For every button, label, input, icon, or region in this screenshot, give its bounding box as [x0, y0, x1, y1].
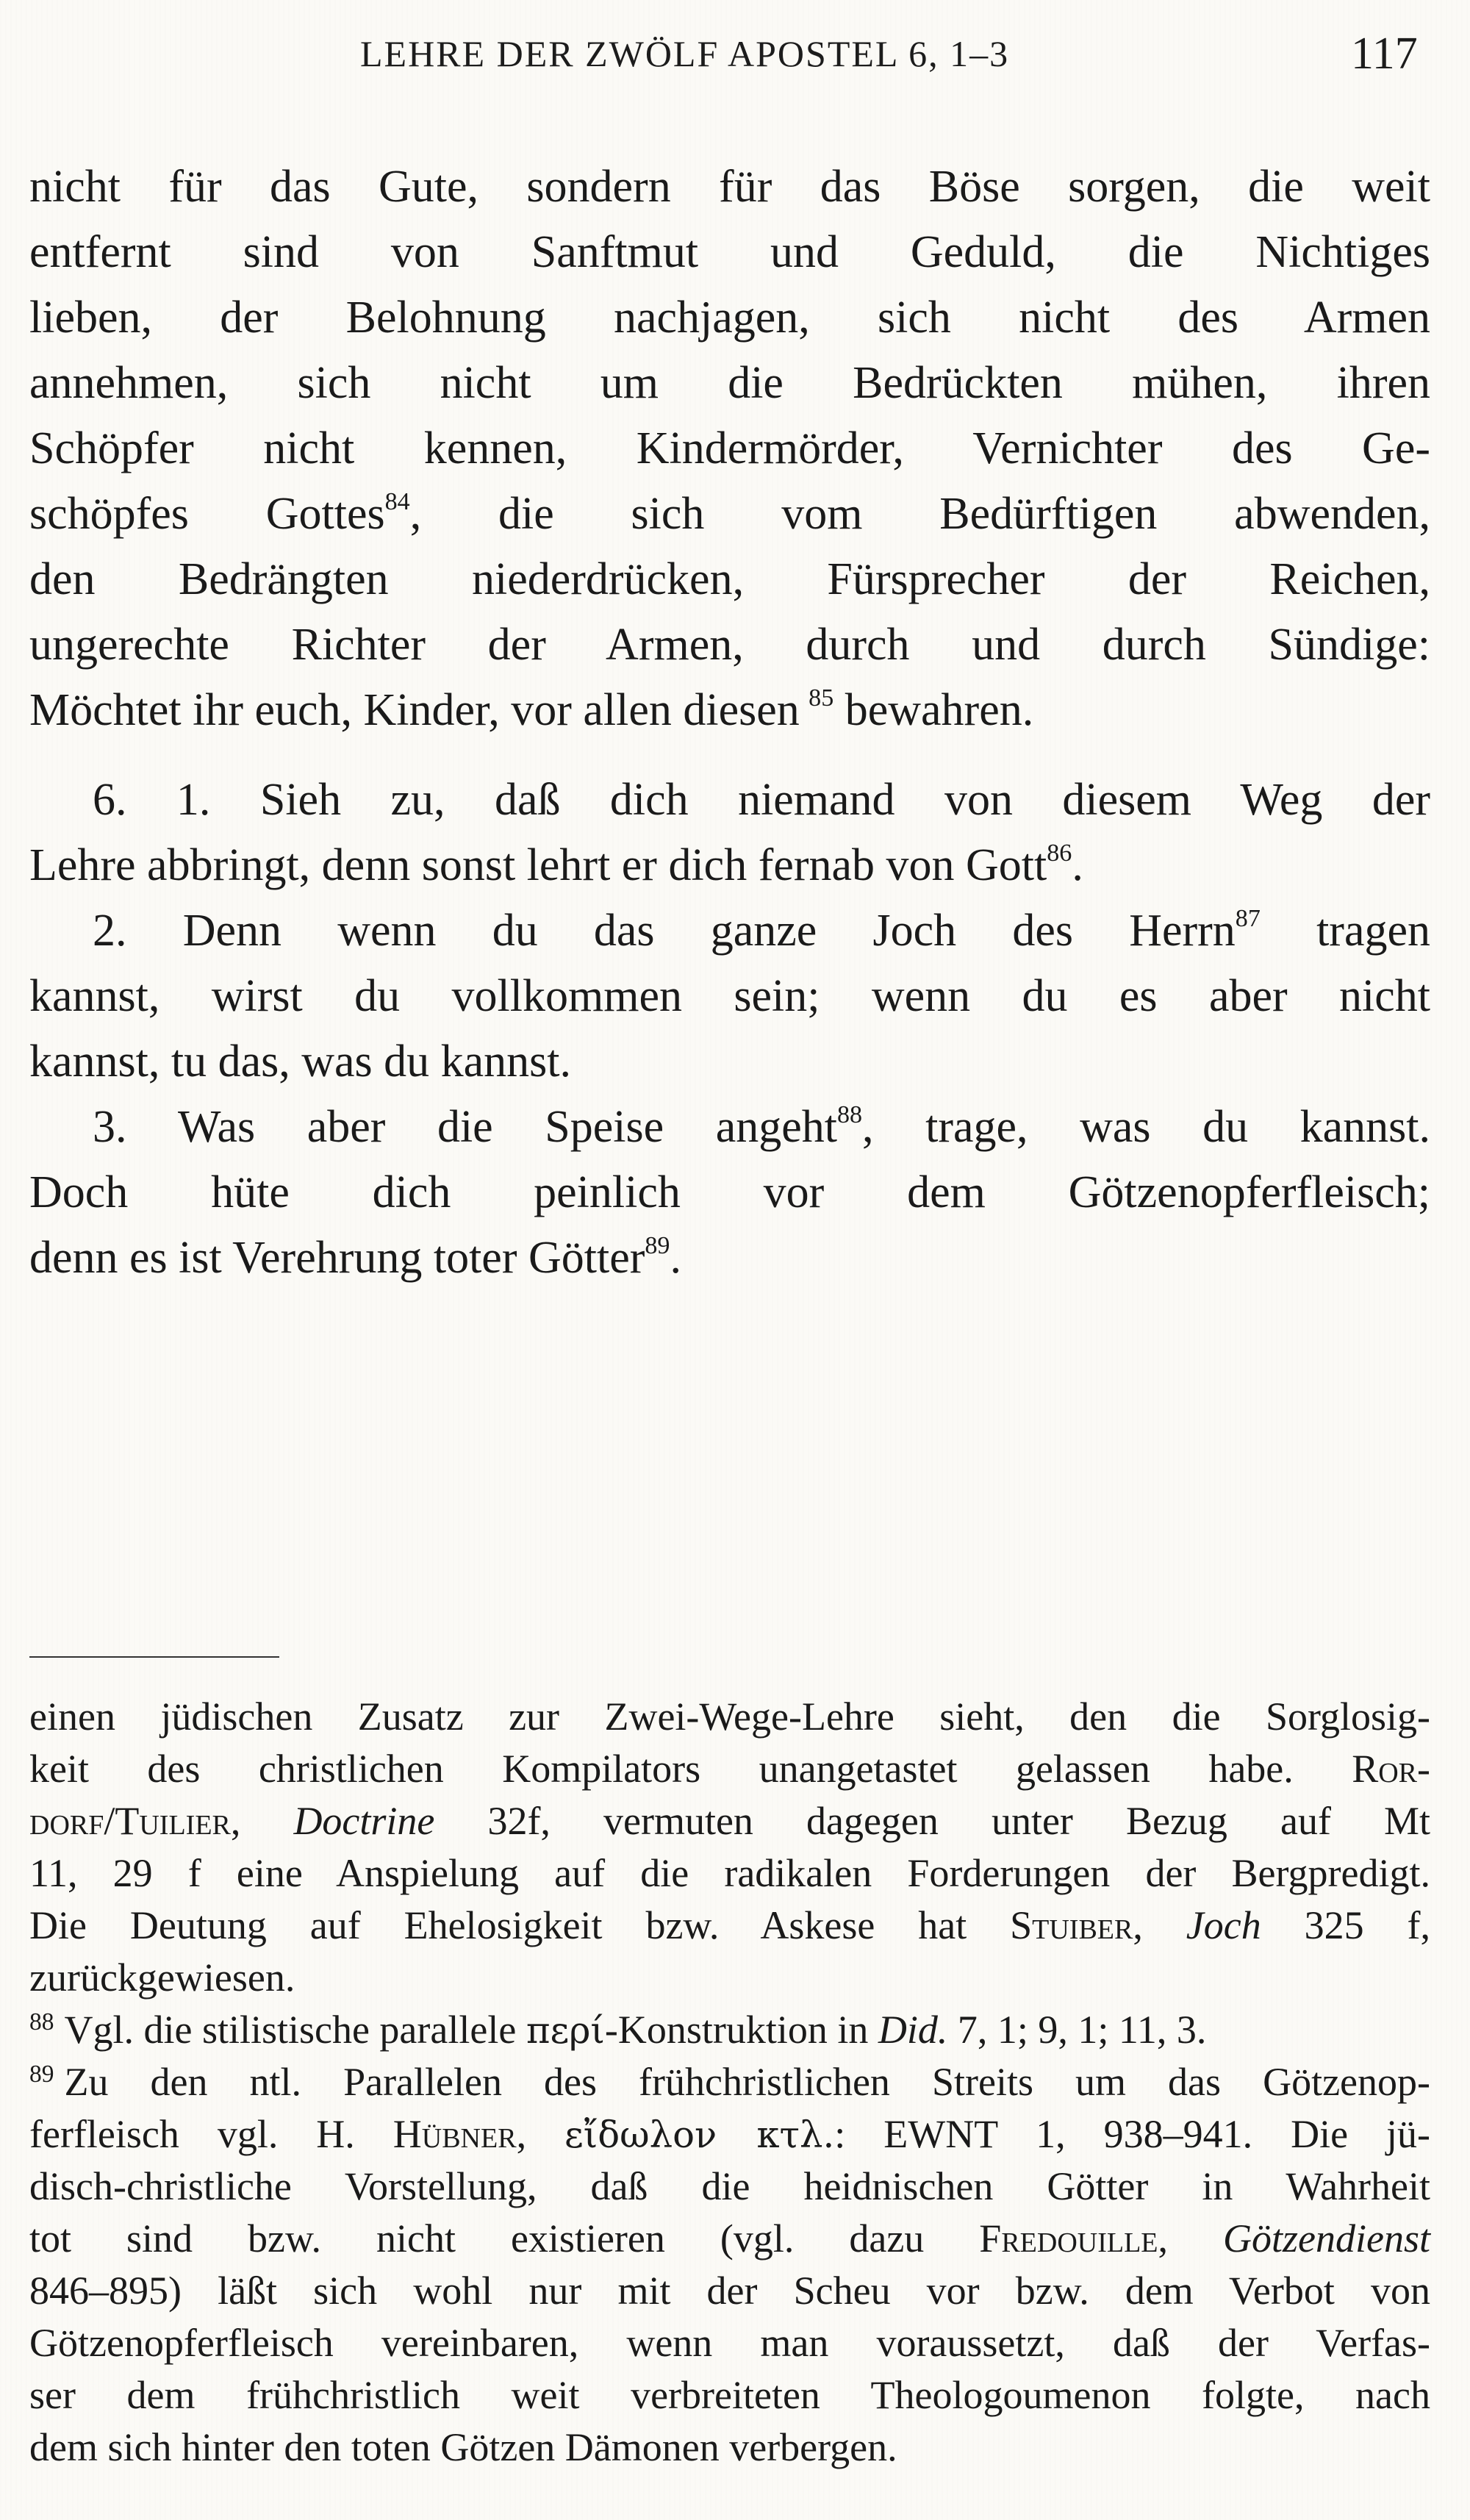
footnote-line: einen jüdischen Zusatz zur Zwei-Wege-Lehre sieht, den die Sorglosig-	[29, 1694, 1430, 1739]
text-segment: 3. Was aber die Speise angeht	[93, 1102, 837, 1152]
page-number: 117	[1351, 29, 1418, 79]
verse-6-1	[29, 767, 1430, 898]
footnote-line: dem sich hinter den toten Götzen Dämonen verbergen.	[29, 2425, 897, 2469]
author-name: Fredouille	[979, 2216, 1158, 2261]
author-name: dorf/Tuilier	[29, 1799, 231, 1843]
footnote-ref-88[interactable]: 88	[836, 1101, 863, 1129]
main-text	[29, 154, 1430, 1291]
footnote-87-continuation	[29, 1691, 1430, 2004]
text-line: entfernt sind von Sanftmut und Geduld, die Nichtiges	[29, 227, 1430, 277]
text-segment: Zu den ntl. Parallelen des frühchristlichen Streits um das Götzenop-	[64, 2060, 1430, 2104]
text-segment: keit des christlichen Kompilators unangetastet gelassen habe.	[29, 1747, 1352, 1791]
footnote-line	[29, 2056, 1430, 2108]
text-segment: 32f, vermuten dagegen unter Bezug auf Mt	[434, 1799, 1430, 1843]
text-segment: bewahren.	[833, 685, 1034, 735]
text-line: kannst, tu das, was du kannst.	[29, 1037, 572, 1087]
work-title: Joch	[1186, 1903, 1261, 1947]
author-name: Ror-	[1352, 1747, 1430, 1791]
footnote-line: ser dem frühchristlich weit verbreiteten Theologoumenon folgte, nach	[29, 2373, 1430, 2417]
text-line: annehmen, sich nicht um die Bedrückten mühen, ihren	[29, 358, 1430, 408]
greek-term: εἴδωλον κτλ.	[564, 2113, 835, 2156]
footnote-line	[29, 2004, 1430, 2056]
text-segment: schöpfes Gottes	[29, 489, 385, 539]
footnote-ref-85[interactable]: 85	[808, 684, 834, 712]
work-title: Did.	[878, 2008, 948, 2052]
text-line	[29, 482, 1430, 547]
paragraph-5-continuation	[29, 154, 1430, 743]
paragraph-gap	[29, 743, 1430, 767]
text-segment: -Konstruktion in	[604, 2008, 878, 2052]
text-line: kannst, wirst du vollkommen sein; wenn du es aber nicht	[29, 971, 1430, 1021]
text-segment: 2. Denn wenn du das ganze Joch des Herrn	[93, 906, 1236, 956]
greek-term: περί	[526, 2009, 605, 2052]
footnote-89	[29, 2056, 1430, 2474]
text-segment: , trage, was du kannst.	[862, 1102, 1430, 1152]
footnote-line	[29, 1743, 1430, 1795]
author-name: Stuiber	[1010, 1903, 1133, 1947]
text-segment: Lehre abbringt, denn sonst lehrt er dich fernab von Gott	[29, 840, 1047, 890]
author-name: Hübner	[392, 2112, 517, 2156]
text-segment: tragen	[1260, 906, 1430, 956]
footnote-ref-84[interactable]: 84	[384, 488, 410, 516]
footnote-line	[29, 2213, 1430, 2265]
footnote-separator	[29, 1656, 279, 1658]
text-segment: tot sind bzw. nicht existieren (vgl. dazu	[29, 2216, 980, 2261]
running-head	[0, 28, 1470, 79]
text-segment: ferfleisch vgl. H.	[29, 2112, 393, 2156]
text-segment: ,	[1133, 1903, 1186, 1947]
text-segment: Die Deutung auf Ehelosigkeit bzw. Askese hat	[29, 1903, 1011, 1947]
work-title: Götzendienst	[1223, 2216, 1430, 2261]
text-segment: ,	[516, 2112, 565, 2156]
text-line	[29, 1095, 1430, 1160]
text-segment: .	[670, 1233, 681, 1283]
footnote-line: disch-christliche Vorstellung, daß die heidnischen Götter in Wahrheit	[29, 2164, 1430, 2208]
text-segment: 325 f,	[1261, 1903, 1431, 1947]
footnote-number: 89	[29, 2060, 54, 2088]
footnote-line: 846–895) läßt sich wohl nur mit der Scheu vor bzw. dem Verbot von	[29, 2269, 1430, 2313]
work-title: Doctrine	[293, 1799, 435, 1843]
footnote-ref-87[interactable]: 87	[1235, 905, 1261, 933]
footnote-line	[29, 1900, 1430, 1952]
footnote-line: 11, 29 f eine Anspielung auf die radikalen Forderungen der Bergpredigt.	[29, 1851, 1430, 1895]
footnote-number: 88	[29, 2008, 54, 2036]
text-line	[29, 898, 1430, 964]
footnote-line	[29, 2108, 1430, 2161]
running-title: LEHRE DER ZWÖLF APOSTEL 6, 1–3	[360, 33, 1010, 74]
footnote-ref-86[interactable]: 86	[1047, 840, 1072, 867]
text-line: nicht für das Gute, sondern für das Böse sorgen, die weit	[29, 162, 1430, 212]
text-line	[29, 833, 1430, 898]
footnote-88	[29, 2004, 1430, 2056]
text-segment: ,	[230, 1799, 294, 1843]
text-segment: .	[1072, 840, 1083, 890]
verse-6-3	[29, 1095, 1430, 1291]
footnote-ref-89[interactable]: 89	[645, 1232, 670, 1260]
text-line: den Bedrängten niederdrücken, Fürsprecher der Reichen,	[29, 554, 1430, 604]
text-line	[29, 1225, 1430, 1291]
text-segment: Vgl. die stilistische parallele	[64, 2008, 526, 2052]
text-line	[29, 678, 1430, 743]
text-line: Doch hüte dich peinlich vor dem Götzenopferfleisch;	[29, 1167, 1430, 1217]
text-segment: denn es ist Verehrung toter Götter	[29, 1233, 645, 1283]
text-segment: Möchtet ihr euch, Kinder, vor allen diesen	[29, 685, 800, 735]
verse-6-2	[29, 898, 1430, 1095]
footnote-line: Götzenopferfleisch vereinbaren, wenn man voraussetzt, daß der Verfas-	[29, 2321, 1430, 2365]
text-segment: 7, 1; 9, 1; 11, 3.	[947, 2008, 1207, 2052]
text-line: Schöpfer nicht kennen, Kindermörder, Vernichter des Ge-	[29, 423, 1430, 473]
text-line: 6. 1. Sieh zu, daß dich niemand von diesem Weg der	[93, 775, 1430, 825]
text-segment: , die sich vom Bedürftigen abwenden,	[409, 489, 1431, 539]
text-line: lieben, der Belohnung nachjagen, sich nicht des Armen	[29, 293, 1430, 343]
text-segment: ,	[1158, 2216, 1224, 2261]
footnotes	[29, 1691, 1430, 2474]
text-line: ungerechte Richter der Armen, durch und durch Sündige:	[29, 620, 1430, 670]
text-segment: : EWNT 1, 938–941. Die jü-	[834, 2112, 1431, 2156]
footnote-line: zurückgewiesen.	[29, 1955, 295, 2000]
footnote-line	[29, 1795, 1430, 1847]
